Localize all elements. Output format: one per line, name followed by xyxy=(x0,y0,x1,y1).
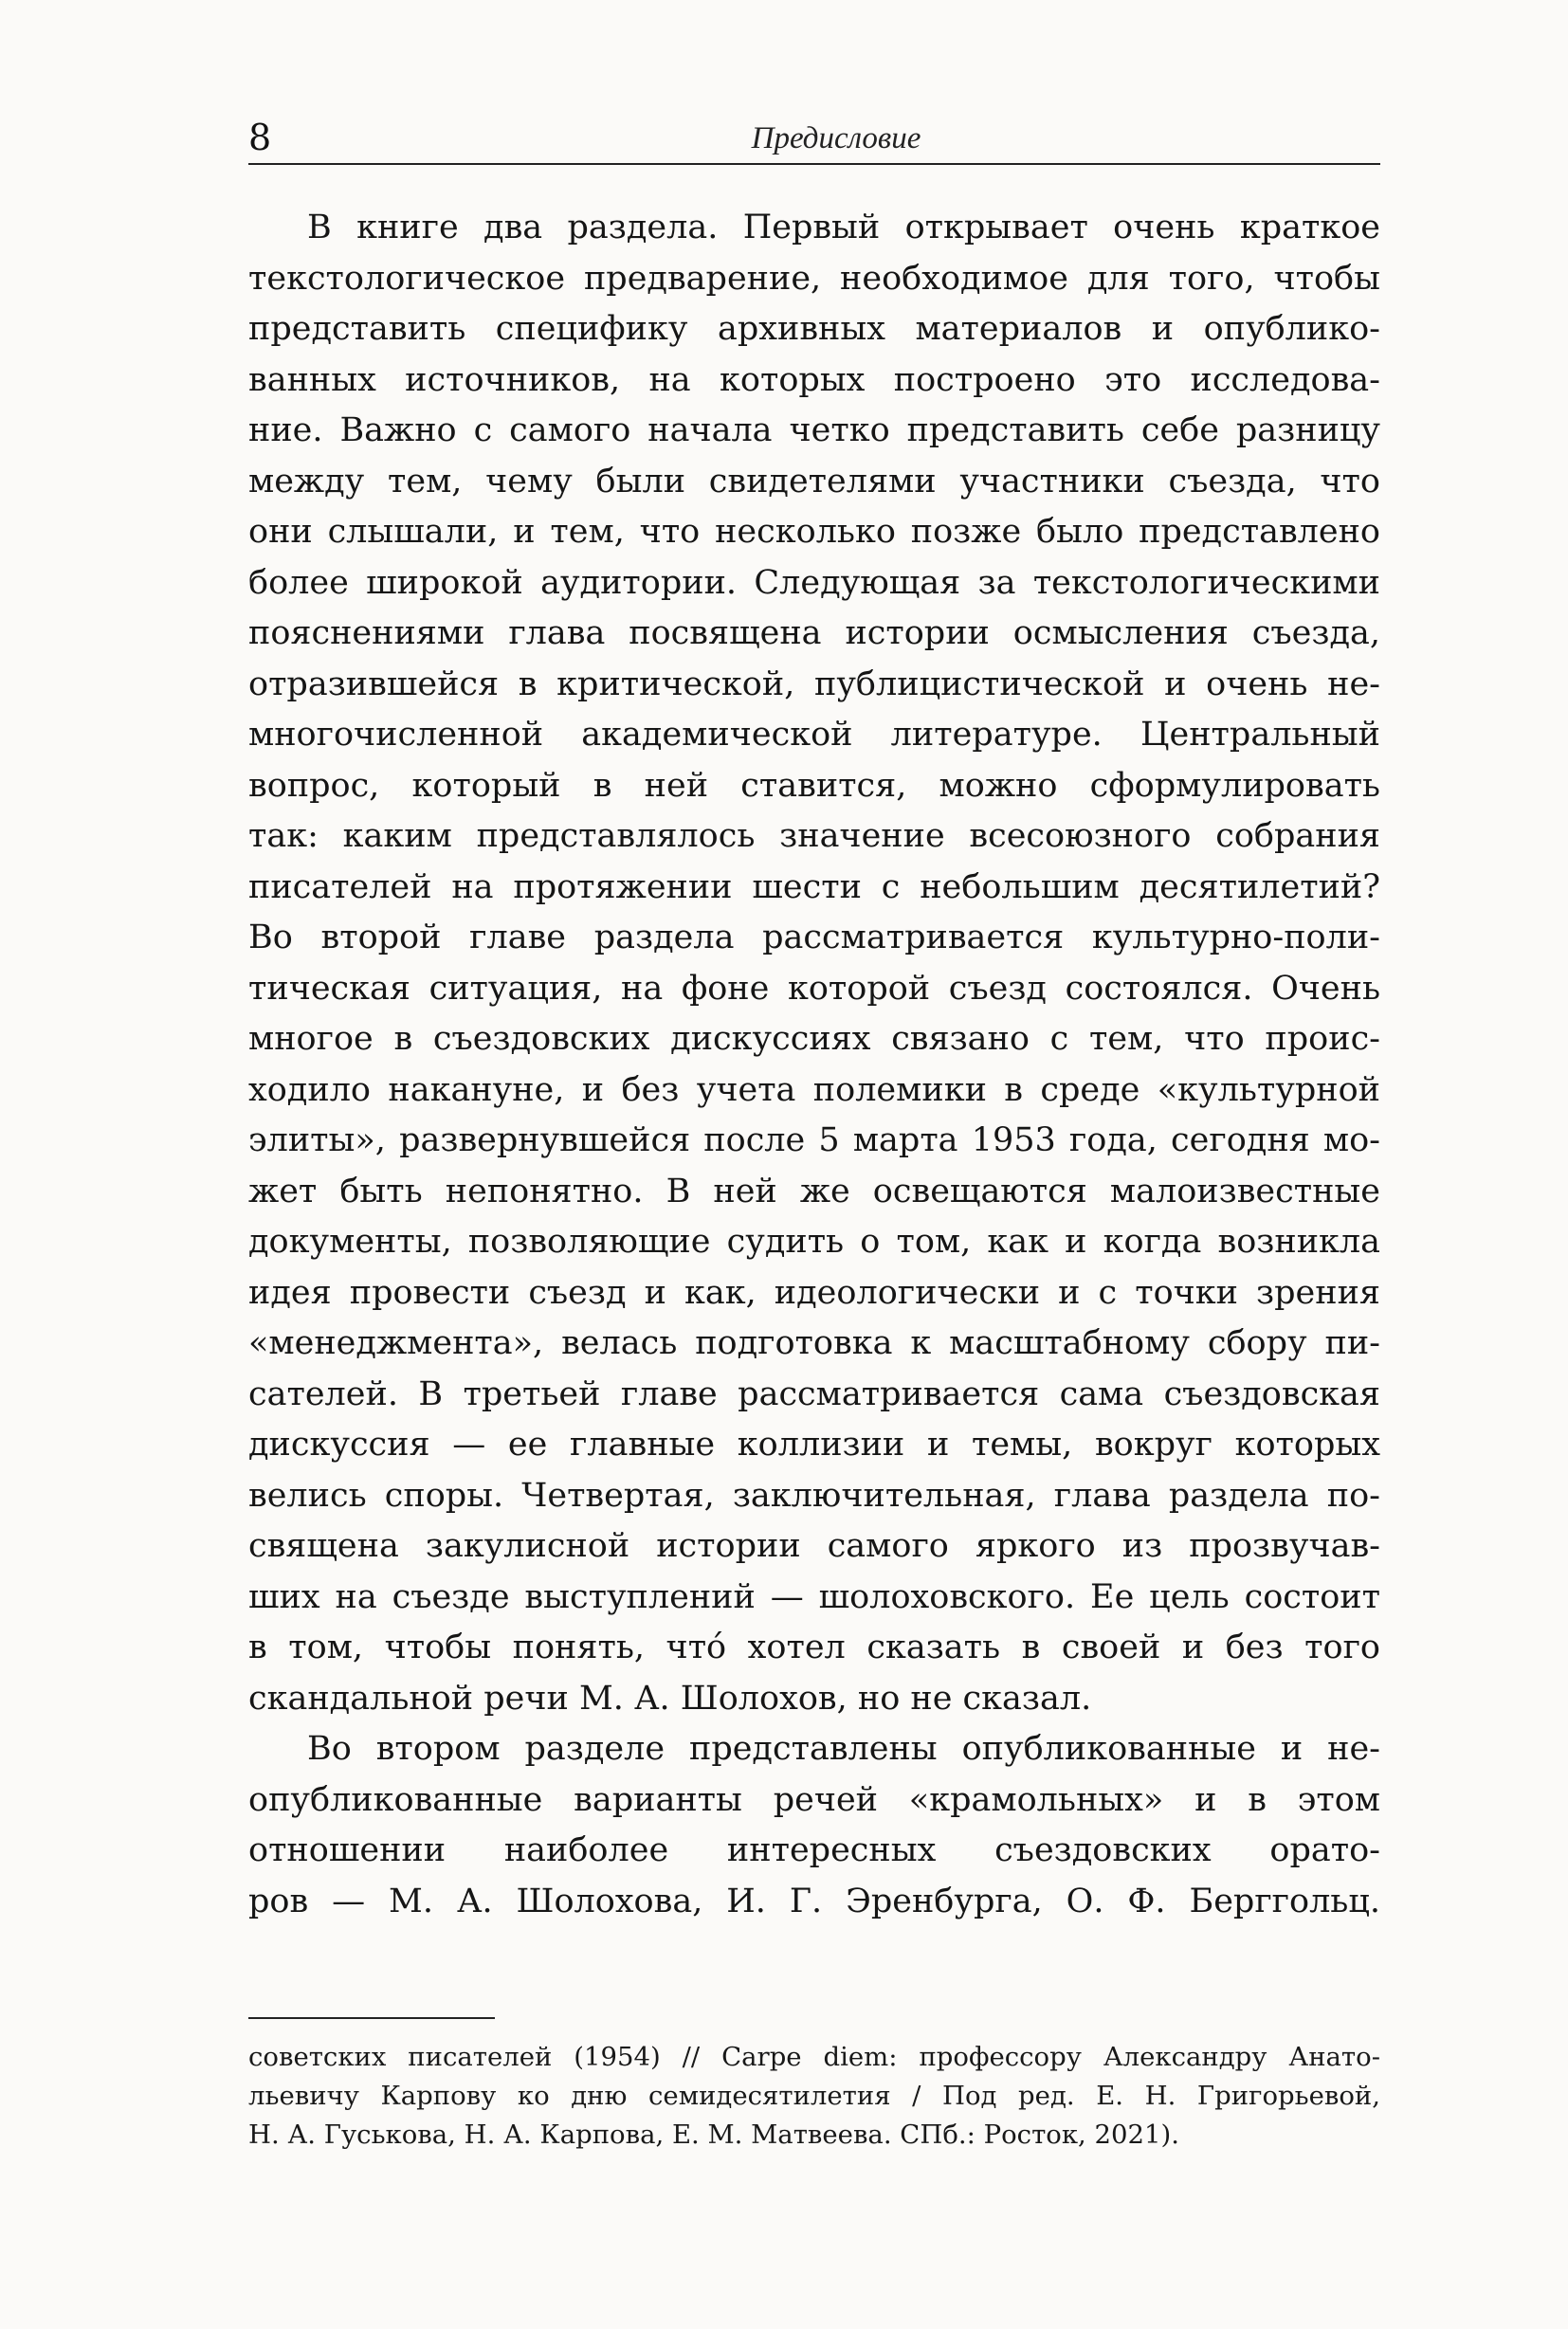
text-line: «менеджмента», велась подготовка к масштабному сбору пи- xyxy=(248,1324,1380,1362)
text-line: опубликованные варианты речей «крамольных» и в этом xyxy=(248,1780,1380,1819)
running-head xyxy=(248,112,1380,163)
text-line: отразившейся в критической, публицистической и очень не- xyxy=(248,664,1380,703)
main-text xyxy=(248,203,1380,1927)
running-title: Предисловие xyxy=(751,121,921,155)
text-line: дискуссия — ее главные коллизии и темы, вокруг которых xyxy=(248,1426,1380,1464)
text-line: так: каким представлялось значение всесоюзного собрания xyxy=(248,817,1380,855)
header-rule xyxy=(248,163,1380,165)
text-line: Во второй главе раздела рассматривается культурно-поли- xyxy=(248,919,1380,956)
text-line: вопрос, который в ней ставится, можно сформулировать xyxy=(248,766,1380,805)
text-line: ванных источников, на которых построено это исследова- xyxy=(248,360,1380,399)
footnote xyxy=(248,2038,1380,2155)
footnote-line: льевичу Карпову ко дню семидесятилетия / Под ред. Е. Н. Григорьевой, xyxy=(248,2081,1380,2111)
text-line: они слышали, и тем, что несколько позже было представлено xyxy=(248,513,1380,551)
text-line: ние. Важно с самого начала четко представить себе разницу xyxy=(248,411,1380,449)
text-line: многочисленной академической литературе. Центральный xyxy=(248,716,1380,754)
text-line: священа закулисной истории самого яркого из прозвучав- xyxy=(248,1527,1380,1565)
footnote-line: Н. А. Гуськова, Н. А. Карпова, Е. М. Матвеева. СПб.: Росток, 2021). xyxy=(248,2120,1179,2150)
text-line: многое в съездовских дискуссиях связано с тем, что проис- xyxy=(248,1020,1380,1058)
text-line: писателей на протяжении шести с небольшим десятилетий? xyxy=(248,867,1380,906)
text-line: документы, позволяющие судить о том, как и когда возникла xyxy=(248,1223,1380,1261)
page-number: 8 xyxy=(248,117,272,158)
text-line: жет быть непонятно. В ней же освещаются малоизвестные xyxy=(248,1172,1380,1210)
text-line: ров — М. А. Шолохова, И. Г. Эренбурга, О. Ф. Берггольц. xyxy=(248,1882,1380,1920)
text-line: более широкой аудитории. Следующая за текстологическими xyxy=(248,563,1380,602)
text-line: скандальной речи М. А. Шолохов, но не сказал. xyxy=(248,1679,1092,1718)
text-line: ходило накануне, и без учета полемики в среде «культурной xyxy=(248,1070,1380,1109)
text-line: между тем, чему были свидетелями участники съезда, что xyxy=(248,462,1380,500)
text-line: представить специфику архивных материалов и опублико- xyxy=(248,310,1380,348)
text-line: велись споры. Четвертая, заключительная, глава раздела по- xyxy=(248,1476,1380,1515)
text-line: сателей. В третьей главе рассматривается сама съездовская xyxy=(248,1374,1380,1413)
text-line: Во втором разделе представлены опубликованные и не- xyxy=(307,1730,1380,1768)
text-line: идея провести съезд и как, идеологически и с точки зрения xyxy=(248,1273,1380,1312)
text-line: пояснениями глава посвящена истории осмысления съезда, xyxy=(248,614,1380,652)
text-line: тическая ситуация, на фоне которой съезд состоялся. Очень xyxy=(248,969,1380,1008)
footnote-line: советских писателей (1954) // Carpe diem: профессору Александру Анато- xyxy=(248,2042,1380,2072)
text-line: ших на съезде выступлений — шолоховского. Ее цель состоит xyxy=(248,1577,1380,1616)
text-line: В книге два раздела. Первый открывает очень краткое xyxy=(307,209,1380,246)
text-line: отношении наиболее интересных съездовских орато- xyxy=(248,1831,1380,1869)
text-line: в том, чтобы понять, что́ хотел сказать в своей и без того xyxy=(248,1628,1380,1666)
text-line: текстологическое предварение, необходимое для того, чтобы xyxy=(248,259,1380,298)
footnote-rule xyxy=(248,2017,495,2019)
text-line: элиты», развернувшейся после 5 марта 1953 года, сегодня мо- xyxy=(248,1121,1380,1159)
